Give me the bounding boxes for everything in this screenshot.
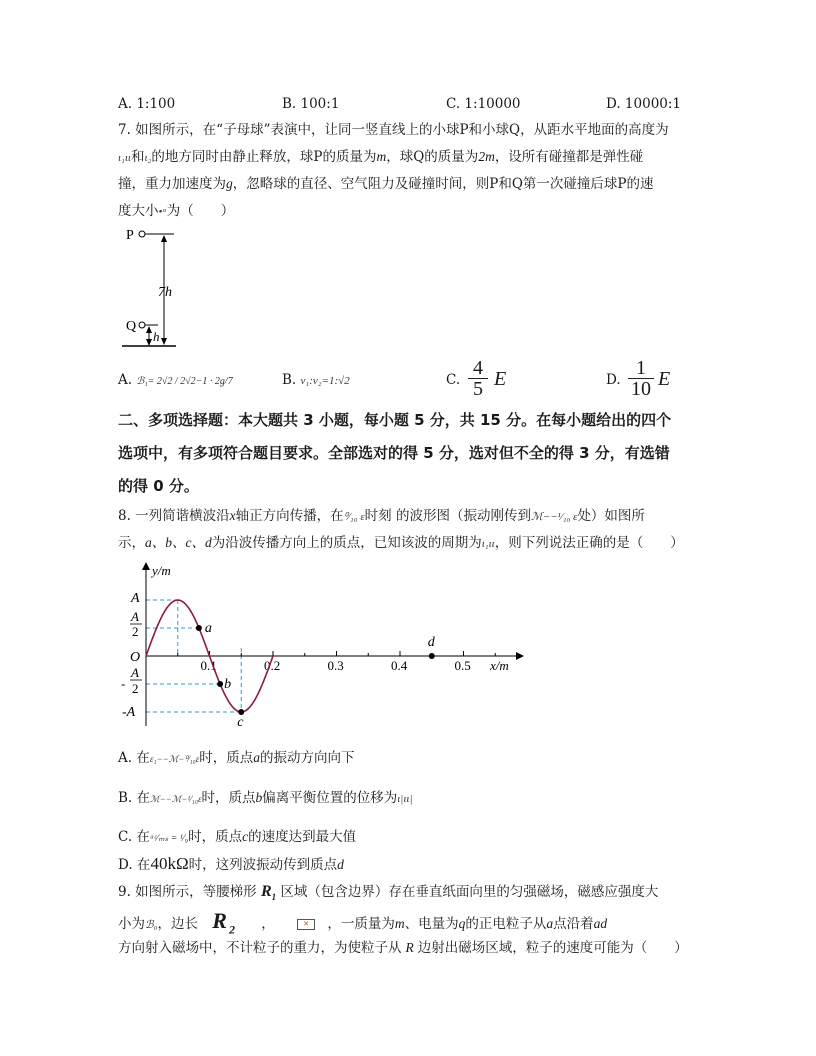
formula-image-6: ⁰⁄₁₀ ε: [343, 511, 365, 523]
point-label-c: c: [237, 715, 244, 728]
arrow-down-icon-h: [146, 339, 152, 346]
section2-line3: 的得 0 分。: [118, 477, 199, 495]
q8-option-a: A. 在ε₁−−ℳ−⁰⁄₁₀ε时，质点a的振动方向向下: [118, 750, 355, 766]
section2-line1: 二、多项选择题：本大题共 3 小题，每小题 5 分，共 15 分。在每小题给出的四个: [118, 411, 672, 429]
broken-image-icon: ✕: [297, 919, 315, 930]
q8-option-d: D. 在40kΩ时，这列波振动传到质点d: [118, 854, 344, 873]
formula-image-4: ℬ₁= 2√2 / 2√2−1 · 2g/7: [136, 376, 233, 387]
q7-line2: ι₁ιι和ι₂的地方同时由静止释放，球P的质量为m，球Q的质量为2m，设所有碰撞都是弹性碰: [118, 149, 644, 165]
point-label-a: a: [204, 621, 212, 636]
q7-option-b: B. ν₁:ν₂=1:√2: [282, 372, 350, 388]
q9-line3: 方向射入磁场中，不计粒子的重力，为使粒子从 R 边射出磁场区域，粒子的速度可能为（ ）: [118, 940, 688, 956]
q8-option-b: B. 在ℳ−−ℳ−¹⁄₁₀ε时，质点b偏离平衡位置的位移为ι|ιι|: [118, 790, 413, 806]
y-label-neg-half-num: A: [131, 665, 139, 680]
y-axis-label: y/m: [152, 563, 171, 578]
q7-option-d-fraction: $\frac{1}{10}$: [628, 358, 654, 399]
q7-line3: 撞，重力加速度为g，忽略球的直径、空气阻力及碰撞时间，则P和Q第一次碰撞后球P的速: [118, 176, 654, 192]
q8-wave-chart: [118, 558, 528, 728]
y-label-neg-a: -A: [122, 705, 136, 720]
q8-line1: 8. 一列简谐横波沿x轴正方向传播，在⁰⁄₁₀ ε时刻 的波形图（振动刚传到ℳ−−¹⁄₁₀ ε处）如图所: [118, 508, 645, 524]
label-7h: 7h: [158, 285, 172, 300]
y-label-neg-half-sign: -: [121, 676, 126, 691]
y-label-half-num: A: [131, 609, 139, 624]
formula-image-3: •ᵅ: [158, 206, 167, 218]
q8-option-c: C. 在ᵃᶜ⁄ₘₛ = ¹⁄₉时，质点c的速度达到最大值: [118, 829, 357, 845]
formula-image-11: ι|ιι|: [397, 793, 413, 805]
x-axis-arrow-icon: [516, 652, 524, 660]
x-tick-label: 0.4: [391, 658, 408, 673]
formula-image-5: ν₁:ν₂=1:√2: [300, 375, 350, 387]
ball-p: [139, 231, 145, 237]
q9-line2: 小为ℬ₀，边长 $R_2$ ， ✕ ，一质量为m、电量为q的正电粒子从a点沿着ad: [118, 908, 608, 937]
q7-option-d-var: E: [658, 368, 671, 390]
point-d: [429, 653, 435, 659]
formula-image-13: ℬ₀: [145, 919, 158, 931]
section2-line2: 选项中，有多项符合题目要求。全部选对的得 5 分，选对但不全的得 3 分，有选错: [118, 444, 670, 462]
x-tick-label: 0.5: [454, 658, 471, 673]
q6-option-c: C. 1:10000: [446, 96, 521, 112]
formula-image-10: ℳ−−ℳ−¹⁄₁₀ε: [150, 794, 202, 804]
x-axis-label: x/m: [490, 658, 509, 673]
arrow-down-icon: [161, 338, 167, 345]
point-a: [196, 625, 202, 631]
q7-option-a: A. ℬ₁= 2√2 / 2√2−1 · 2g/7: [118, 372, 233, 388]
formula-image-8: ι₁ιι: [481, 538, 495, 550]
q6-option-a: A. 1:100: [118, 96, 176, 112]
point-b: [217, 681, 223, 687]
r2-symbol: $R_2$: [212, 908, 237, 937]
q7-figure: [118, 222, 188, 354]
label-h: h: [153, 329, 160, 344]
arrow-up-icon: [161, 235, 167, 242]
x-tick-label: 0.2: [264, 658, 281, 673]
ball-q: [139, 322, 145, 328]
formula-image-2: ι₂: [144, 152, 152, 164]
q7-line4: 度大小•ᵅ为（ ）: [118, 203, 235, 219]
point-label-d: d: [427, 635, 435, 650]
x-tick-label: 0.3: [327, 658, 344, 673]
q7-option-c: C.: [446, 372, 461, 388]
chart-ticks: [178, 651, 496, 673]
q9-line1: 9. 如图所示，等腰梯形 $R_1$ 区域（包含边界）存在垂直纸面向里的匀强磁场，磁感应强度大: [118, 883, 659, 903]
q7-option-c-var: E: [494, 368, 507, 390]
label-p: P: [126, 228, 134, 243]
y-label-half-den: 2: [132, 624, 139, 639]
y-axis-arrow-icon: [142, 562, 150, 570]
y-label-neg-half-den: 2: [132, 681, 139, 696]
arrow-up-icon-h: [146, 326, 152, 333]
q8-line2: 示，a、b、c、d为沿波传播方向上的质点，已知该波的周期为ι₁ιι，则下列说法正确的是（ ）: [118, 535, 684, 551]
formula-image-1: ι₁ιι: [118, 152, 131, 164]
q7-line1: 7. 如图所示，在“子母球”表演中，让同一竖直线上的小球P和小球Q，从距水平地面的高度为: [118, 122, 669, 138]
formula-image-7: ℳ−−¹⁄₁₀ ε: [530, 511, 578, 523]
formula-image-9: ε₁−−ℳ−⁰⁄₁₀ε: [149, 754, 200, 764]
label-q: Q: [126, 319, 137, 334]
point-label-b: b: [224, 677, 232, 692]
q6-option-b: B. 100:1: [282, 96, 340, 112]
x-tick-label: 0.1: [200, 658, 217, 673]
q7-option-c-fraction: $\frac{4}{5}$: [468, 358, 488, 399]
y-label-a: A: [131, 591, 140, 606]
q7-option-d: D.: [606, 372, 621, 388]
r1-symbol: $R_1$: [260, 883, 277, 903]
origin-label: O: [130, 650, 141, 665]
formula-image-12: ᵃᶜ⁄ₘₛ = ¹⁄₉: [149, 833, 189, 844]
q6-option-d: D. 10000:1: [606, 96, 682, 112]
